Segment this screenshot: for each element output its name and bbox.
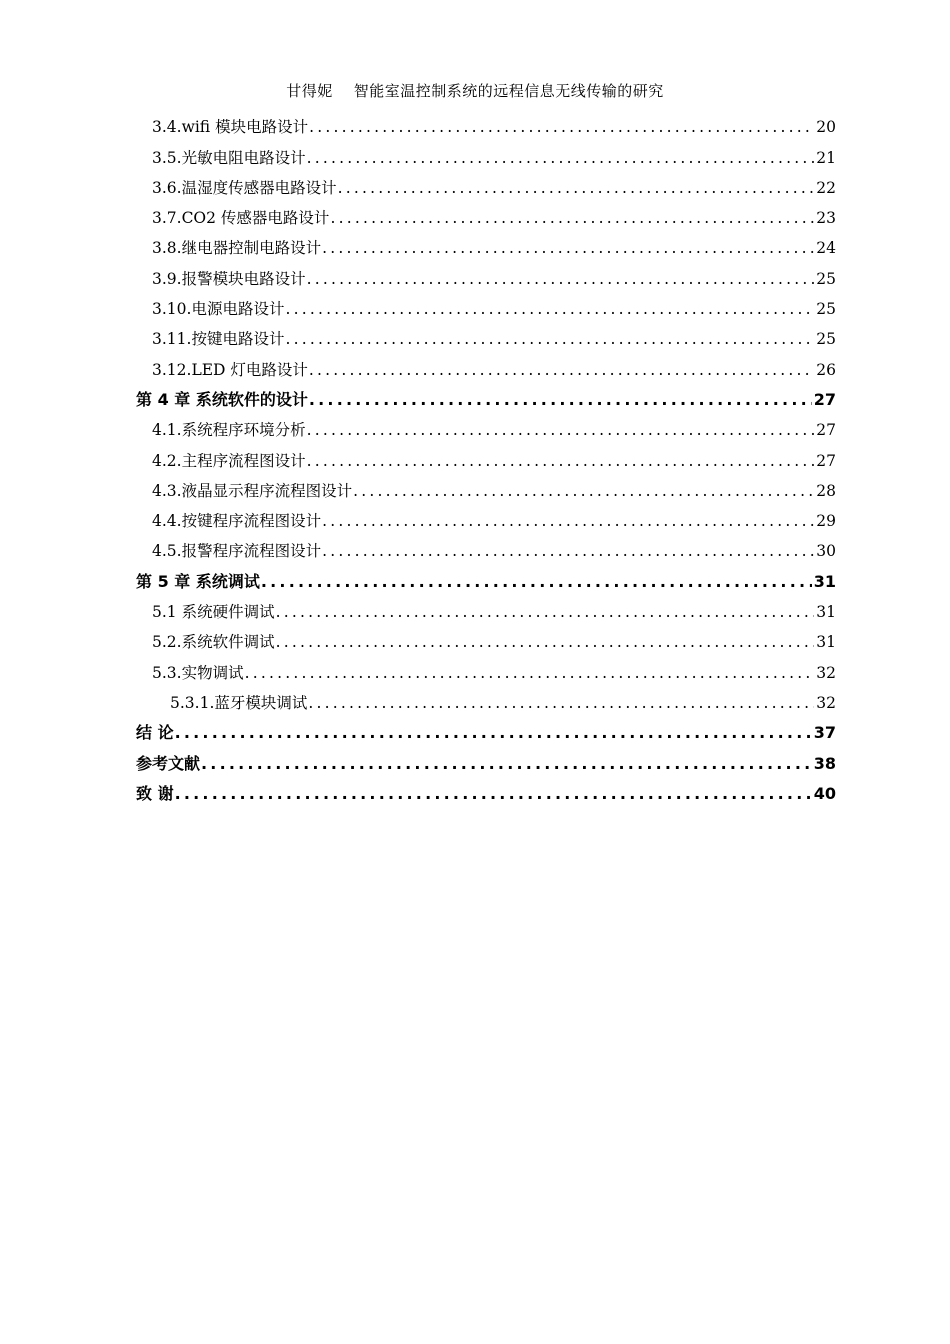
toc-entry [136,445,836,475]
toc-dot-leader [175,718,812,748]
toc-entry-title: 5.3.1.蓝牙模块调试 [170,693,308,712]
toc-entry-title: 3.5.光敏电阻电路设计 [152,148,306,167]
toc-entry-page-number: 26 [816,360,836,379]
toc-entry [136,203,836,233]
toc-entry [136,173,836,203]
toc-entry-page-number: 40 [813,783,836,803]
toc-dot-leader [309,112,814,142]
toc-dot-leader [307,264,815,294]
toc-entry-title: 3.9.报警模块电路设计 [152,269,306,288]
toc-entry-page-number: 37 [813,723,836,743]
toc-entry-page-number: 27 [813,389,836,409]
toc-entry [136,476,836,506]
toc-dot-leader [175,779,812,809]
toc-entry-page-number: 27 [816,451,836,470]
toc-entry [136,385,836,415]
toc-entry-title: 3.4.wifi 模块电路设计 [152,118,309,137]
toc-entry [136,536,836,566]
toc-entry-title: 第 4 章 系统软件的设计 [136,389,308,409]
toc-entry-title: 3.11.按键电路设计 [152,330,285,349]
toc-entry [136,112,836,142]
toc-dot-leader [322,536,814,566]
toc-entry [136,657,836,687]
toc-entry-page-number: 25 [816,269,836,288]
toc-entry-title: 5.3.实物调试 [152,663,244,682]
toc-entry-title: 3.8.继电器控制电路设计 [152,239,322,258]
toc-entry-page-number: 32 [816,693,836,712]
toc-dot-leader [307,143,815,173]
toc-dot-leader [261,567,812,597]
toc-dot-leader [276,627,815,657]
toc-entry-page-number: 22 [816,178,836,197]
toc-entry-page-number: 25 [816,330,836,349]
toc-entry [136,506,836,536]
toc-dot-leader [201,749,812,779]
toc-entry-title: 4.2.主程序流程图设计 [152,451,306,470]
toc-dot-leader [285,294,814,324]
toc-dot-leader [322,506,814,536]
toc-dot-leader [285,324,814,354]
toc-entry-page-number: 23 [816,209,836,228]
toc-entry [136,779,836,809]
toc-dot-leader [309,355,814,385]
toc-entry-title: 3.7.CO2 传感器电路设计 [152,209,330,228]
toc-entry-page-number: 31 [816,633,836,652]
toc-dot-leader [309,385,812,415]
toc-entry-title: 4.1.系统程序环境分析 [152,421,306,440]
toc-entry-title: 致 谢 [136,783,174,803]
toc-entry-page-number: 32 [816,663,836,682]
toc-entry [136,263,836,293]
toc-entry-page-number: 28 [816,481,836,500]
toc-entry-title: 5.2.系统软件调试 [152,633,275,652]
page-header: 甘得妮 智能室温控制系统的远程信息无线传输的研究 [286,82,664,100]
toc-entry-page-number: 31 [816,603,836,622]
toc-entry-title: 第 5 章 系统调试 [136,571,260,591]
toc-entry [136,748,836,778]
toc-entry-page-number: 20 [816,118,836,137]
toc-entry [136,688,836,718]
toc-entry [136,294,836,324]
toc-entry [136,233,836,263]
toc-entry-title: 4.4.按键程序流程图设计 [152,512,322,531]
toc-entry-title: 结 论 [136,723,174,743]
toc-entry [136,566,836,596]
toc-entry-page-number: 21 [816,148,836,167]
toc-entry-page-number: 30 [816,542,836,561]
toc-dot-leader [338,173,815,203]
toc-entry [136,142,836,172]
toc-entry [136,354,836,384]
toc-dot-leader [308,688,814,718]
toc-dot-leader [307,446,815,476]
toc-entry-page-number: 31 [813,571,836,591]
toc-entry-title: 4.3.液晶显示程序流程图设计 [152,481,353,500]
toc-dot-leader [322,233,814,263]
toc-dot-leader [353,476,814,506]
toc-entry-page-number: 25 [816,300,836,319]
toc-entry-page-number: 38 [813,753,836,773]
toc-dot-leader [245,658,815,688]
toc-entry-title: 参考文献 [136,753,201,773]
toc-dot-leader [276,597,815,627]
toc-entry-title: 3.10.电源电路设计 [152,300,285,319]
table-of-contents [136,112,836,809]
toc-dot-leader [330,203,814,233]
toc-entry-page-number: 29 [816,512,836,531]
toc-entry-title: 3.12.LED 灯电路设计 [152,360,308,379]
toc-dot-leader [307,415,815,445]
toc-entry [136,415,836,445]
toc-entry [136,627,836,657]
toc-entry-title: 5.1 系统硬件调试 [152,603,275,622]
toc-entry-page-number: 24 [816,239,836,258]
toc-entry-page-number: 27 [816,421,836,440]
toc-entry [136,324,836,354]
toc-entry [136,597,836,627]
toc-entry-title: 3.6.温湿度传感器电路设计 [152,178,337,197]
toc-entry [136,718,836,748]
toc-entry-title: 4.5.报警程序流程图设计 [152,542,322,561]
